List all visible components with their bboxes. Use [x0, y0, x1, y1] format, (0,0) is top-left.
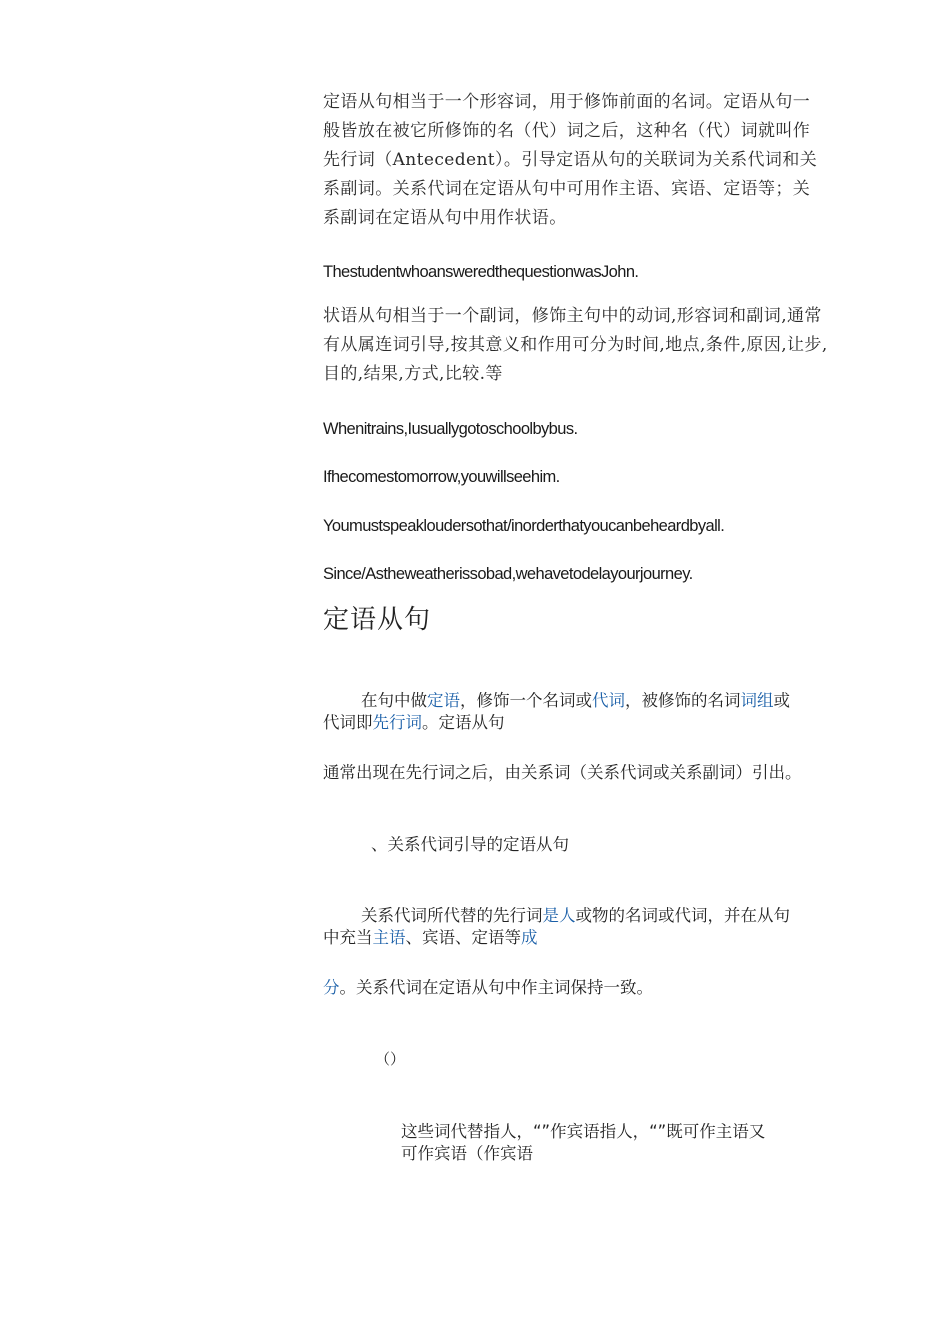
text-run: 或 — [773, 691, 790, 710]
text-run: 在句中做 — [361, 691, 427, 710]
text-line: 有从属连词引导,按其意义和作用可分为时间,地点,条件,原因,让步, — [323, 335, 828, 355]
link-antecedent[interactable]: 先行词 — [372, 713, 422, 732]
text-run: 关系代词所代替的先行词 — [361, 906, 543, 925]
text-line: 目的,结果,方式,比较.等 — [323, 364, 503, 384]
link-attributive[interactable]: 定语 — [427, 691, 460, 710]
section-heading: 定语从句 — [323, 605, 432, 635]
paragraph-agreement — [323, 977, 653, 999]
paragraph-relative-pronoun — [323, 905, 790, 949]
text-run: ，被修饰的名词 — [625, 691, 741, 710]
text-line — [323, 905, 790, 927]
link-phrase[interactable]: 词组 — [740, 691, 774, 710]
text-line — [323, 690, 790, 712]
text-line: 可作宾语（作宾语 — [401, 1144, 533, 1163]
text-run: 或物的名词或代词，并在从句 — [575, 906, 790, 925]
example-sentence: Ifhecomestomorrow,youwillseehim. — [323, 468, 560, 486]
text-run: 中充当 — [323, 928, 373, 947]
paragraph-definition — [323, 690, 790, 734]
text-line: 系副词在定语从句中用作状语。 — [323, 208, 567, 228]
text-line: 系副词。关系代词在定语从句中可用作主语、宾语、定语等；关 — [323, 179, 811, 199]
text-run: 代词即 — [323, 713, 373, 732]
text-line — [323, 927, 790, 949]
text-run: 。定语从句 — [422, 713, 505, 732]
text-line: 这些词代替指人，“”作宾语指人，“”既可作主语又 — [401, 1122, 766, 1141]
empty-parentheses: （） — [375, 1050, 406, 1068]
paragraph-attributive-intro — [323, 88, 817, 233]
paragraph-pronoun-usage — [401, 1121, 765, 1165]
paragraph-position: 通常出现在先行词之后，由关系词（关系代词或关系副词）引出。 — [323, 763, 802, 782]
text-run: 、宾语、定语等 — [405, 928, 521, 947]
text-run: 。关系代词在定语从句中作主词保持一致。 — [339, 978, 653, 997]
text-line — [323, 712, 790, 734]
example-sentence: Youmustspeakloudersothat/inorderthatyoucanbeheardbyall. — [323, 517, 725, 535]
example-sentence: Since/Astheweatherissobad,wehavetodelayourjourney. — [323, 565, 693, 583]
text-line: 状语从句相当于一个副词，修饰主句中的动词,形容词和副词,通常 — [323, 306, 822, 326]
text-line: 定语从句相当于一个形容词，用于修饰前面的名词。定语从句一 — [323, 92, 811, 112]
text-line: 般皆放在被它所修饰的名（代）词之后，这种名（代）词就叫作 — [323, 121, 811, 141]
example-sentence: ThestudentwhoansweredthequestionwasJohn. — [323, 263, 639, 281]
link-component[interactable]: 成 — [521, 928, 538, 947]
text-run: ，修饰一个名词或 — [460, 691, 592, 710]
link-component-cont[interactable]: 分 — [323, 978, 340, 997]
link-pronoun[interactable]: 代词 — [592, 691, 625, 710]
example-sentence: Whenitrains,Iusuallygotoschoolbybus. — [323, 420, 578, 438]
text-line: 先行词（Antecedent）。引导定语从句的关联词为关系代词和关 — [323, 150, 818, 170]
subheading-relative-pronoun: 、关系代词引导的定语从句 — [371, 835, 569, 854]
paragraph-adverbial-intro — [323, 302, 828, 389]
link-subject[interactable]: 主语 — [372, 928, 406, 947]
link-person[interactable]: 是人 — [542, 906, 576, 925]
